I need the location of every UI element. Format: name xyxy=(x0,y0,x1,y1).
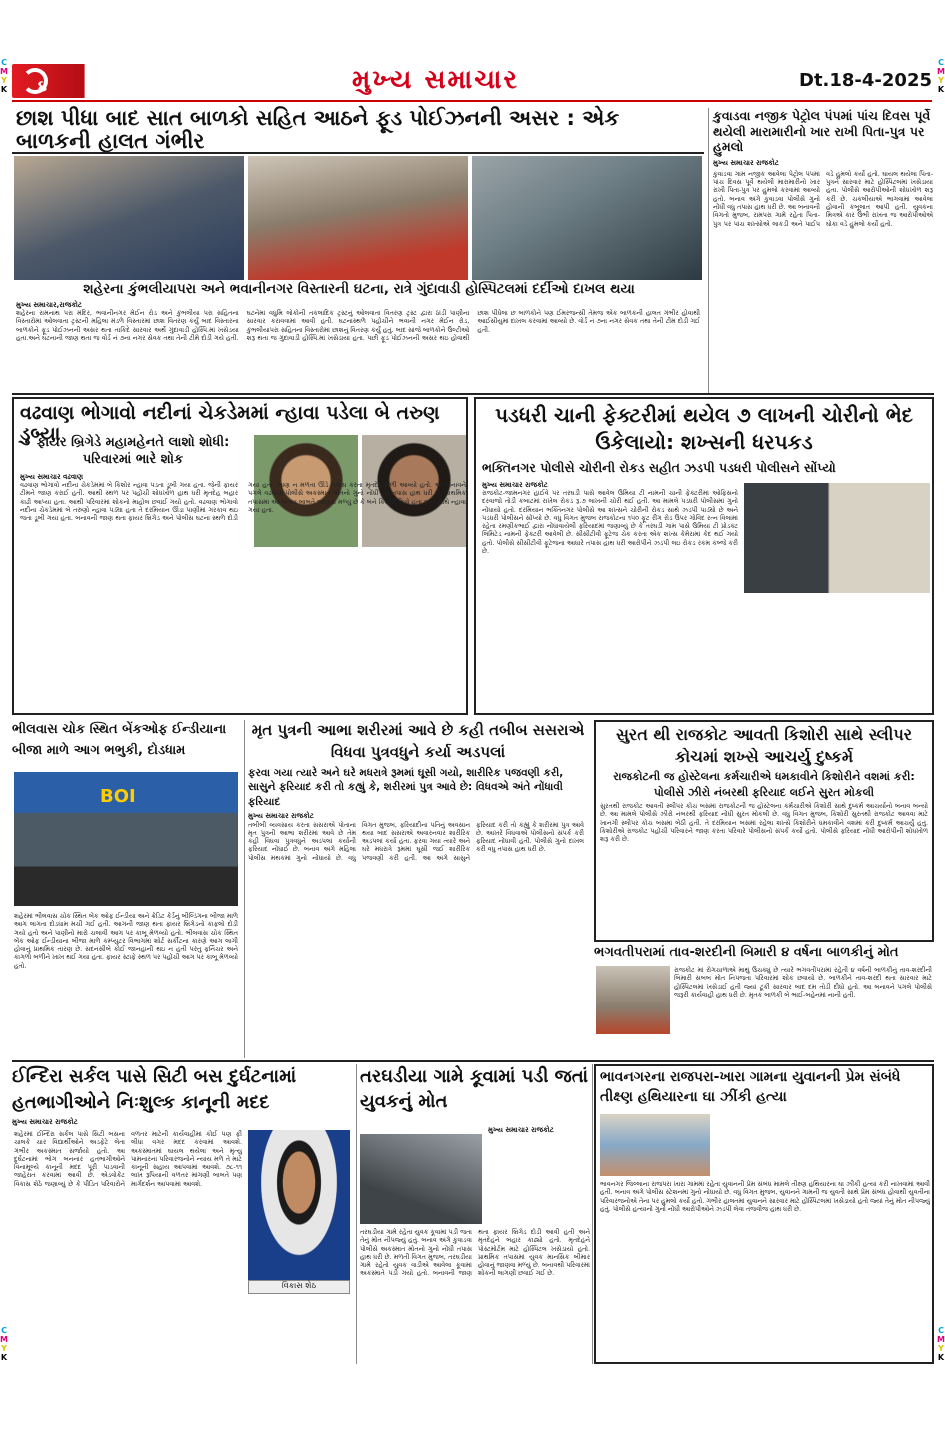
page-number: ૪ xyxy=(38,76,48,95)
headline: વઢવાણ ભોગાવો નદીનાં ચેકડેમમાં ન્હાવા પડેલા બે તરુણ ડુબ્યા xyxy=(20,402,440,445)
headline: મૃત પુત્રની આભા શરીરમાં આવે છે કહી તબીબ સસરાએ વિધવા પુત્રવધુને કર્યા અડપલાં xyxy=(251,721,585,761)
article-body: કુવાડવા ગામ નજીક આવેલા પેટ્રોલ પંપમાં પાંચ દિવસ પૂર્વે થયેલી મારામારીનો ખાર રાખી પિતા-પુત્ર પર હુમલો કરવામાં આવ્યો હતો. બનાવ અંગે કુવાડવા પોલીસે ગુનો નોંધી વધુ તપાસ હાથ ધરી છે. આ બનાવની વિગતો મુજબ, રામપરા ગામે રહેતા પિતા-પુત્ર પર પાંચ શખ્સોએ લાકડી અને પાઈપ વડે હુમલો કર્યો હતો. ઘાયલ થયેલા પિતા-પુત્રને સારવાર માટે હોસ્પિટલમાં ખસેડાયા હતા. પોલીસે આરોપીઓની શોધખોળ શરૂ કરી છે. ચકલીયાએ ભાગવામાં આવેલા હોવાની કબૂલાત આપી હતી. યુવકના મિત્રએ કાર ઉભી રાખતા જ આરોપીઓએ ઘોકા વડે હુમલો કર્યો હતો. xyxy=(713,169,933,228)
byline: મુખ્ય સમાચાર રાજકોટ xyxy=(12,1118,78,1127)
subhead: ફાયર બ્રિગેડે મહામહેનતે લાશો શોધી: પરિવારમાં ભારે શોક xyxy=(36,435,230,467)
headline: ભીલવાસ ચોક સ્થિત બેંકઓફ ઈન્ડીયાના બીજા માળે આગ ભભુકી, દોડધામ xyxy=(12,722,227,758)
byline: મુખ્ય સમાચાર રાજકોટ xyxy=(488,1126,554,1134)
column-rule xyxy=(592,1064,593,1364)
article-food-poisoning xyxy=(12,105,704,393)
photo-advocate xyxy=(248,1130,350,1280)
photo-hospital-patient-2 xyxy=(248,156,468,280)
article-body: તબીબી વ્યવસાય કરતા સસરાએ પોતાના મૃત પુત્રની આભા શરીરમાં આવે છે તેમ કહી વિધવા પુત્રવધુને અડપલાં કર્યાની ફરિયાદ નોંધાઈ છે. બનાવ અંગે મહિલા પોલીસ મથકમાં ગુનો નોંધાયો છે. વધુ વિગત મુજબ, ફરિયાદીના પતિનું અવસાન થયા બાદ સસરાએ અવારનવાર શારીરિક અડપલાં કર્યા હતા. ફરવા ગયા ત્યારે અને ઘરે મધરાત્રે રૂમમાં ઘૂસી જઈ શારીરિક પજવણી કરી હતી. આ અંગે સાસુને ફરિયાદ કરી તો કહ્યું કે શરીરમાં પુત્ર આવે છે. આખરે વિધવાએ પોલીસનો સંપર્ક કરી ફરિયાદ નોંધાવી હતી. પોલીસે ગુનો દાખલ કરી વધુ તપાસ હાથ ધરી છે. xyxy=(248,820,584,862)
article-body: શહેરના રામનાથ પરા મંદિર, ભવાનીનગર મેઈન રોડ અને કુંભલીયા પરા સહિતના વિસ્તારોમાં ઓલવાતા ટ્રસ્ટની મહિલા મંડળે વિસ્તારમાં છાશ વિતરણ કર્યું બાદ વિસ્તારના બાળકોને ફૂડ પોઈઝનની અસર થતા તાકિદે સારવાર અર્થે ગુંદાવાડી હોસ્પિ.માં ખસેડયા હતા.અને ઘટનાની જાણ થતા જ વોર્ડ નં ૭ના નગર સેવક તથા તેની ટીમે દોડી ગયે હતી. ઘટનેમાં વધુમિ લોકોની તકલાદિક ટ્રસ્ટનું ઓલવાતા વિતરણ ટ્રસ્ટ દ્વારા ઠાંડી પાણીના સારવાર કરાવવામાં આવી હતી. ઘટનાસ્થળે પહોંચીને ભવાની નગર મેઈન રોડ, કુંભલીયાપરા સહિતના વિસ્તારોમાં છાશનું વિતરણ કર્યું હતું. બાદ સાંજે બાળકોને ઉલ્ટીઓ શરૂ થતા જ ગુંદાવાડી હોસ્પિ.માં ખસેડાયા હતા. પછી ફૂડ પોઈઝનની અસર થઇ હોવાથી છાશ પીધેલા છ બાળકોને પણ ઈમરજન્સી તેમજ એક બાળકની હાલત ગંભીર હોવાથી આઈસીયુમાં દાખલ કરવામાં આવ્યો છે. વોર્ડ નં ૭ના નગર સેવક તથા તેની ટીમ દોડી ગઈ હતી. xyxy=(16,309,700,342)
headline: છાશ પીધા બાદ સાત બાળકો સહિત આઠને ફૂડ પોઈઝનની અસર : એક બાળકની હાલત ગંભીર xyxy=(12,108,704,154)
headline: ભાવનગરના રાજપરા-ખારા ગામના યુવાનની પ્રેમ સંબંધે તીક્ષ્ણ હથિયારના ઘા ઝીંકી હત્યા xyxy=(600,1069,901,1105)
article-body: સુરતથી રાજકોટ આવતી સ્લીપર કોચ બસમાં રાજકોટની જ હોસ્ટેલના કર્મચારીએ કિશોરી સાથે દુષ્કર્મ આચર્યાનો બનાવ બન્યો છે. આ મામલે પોલીસે ઝીરો નંબરથી ફરિયાદ નોંધી સુરત મોકલી છે. વધુ વિગત મુજબ, કિશોરી સુરતથી રાજકોટ આવવા માટે ખાનગી સ્લીપર કોચ બસમાં બેઠી હતી. તે દરમિયાન બસમાં રહેલા શખ્સે કિશોરીને ધમકાવીને વશમાં કરી દુષ્કર્મ આચર્યું હતું. કિશોરીએ રાજકોટ પહોંચી પરિવારને જાણ કરતા પરિવારે પોલીસનો સંપર્ક કર્યો હતો. પોલીસે ફરિયાદ નોંધી આરોપીની શોધખોળ શરૂ કરી છે. xyxy=(600,801,928,844)
headline: ભગવતીપરામાં તાવ-શરદીની બિમારી ૪ વર્ષના બાળકીનું મોત xyxy=(594,945,899,960)
byline: મુખ્ય સમાચાર રાજકોટ xyxy=(248,811,314,820)
article-child-fever-death xyxy=(594,946,934,1058)
article-bhavnagar-murder xyxy=(594,1064,934,1364)
cmyk-marks-bottom-right: C M Y K xyxy=(937,1326,945,1362)
article-body: રાજકોટ-જામનગર હાઈવે પર તરઘડી પાસે આવેલ ઉમિયા ટી નામની ચાની ફેક્ટરીમાં ઓફિસનો દરવાજો તોડી કબાટમાં રાખેલ રોકડ રૂ.૭ લાખની ચોરી થઈ હતી. આ મામલે પડધરી પોલીસમાં ગુનો નોંધાયો હતો. દરમિયાન ભક્તિનગર પોલીસે આ શખ્સને ચોરીની રોકડ સાથે ઝડપી પાડ્યો છે અને પડધરી પોલીસને સોંપ્યો છે. વધુ વિગત મુજબ રાજકોટના ૧૫૦ ફૂટ રીંગ રોડ ઉપર ગોવિંદ રત્ન વિલામાં રહેતા રમણીકભાઈ દ્વારા નોંધાવાયેલી ફરિયાદમાં જણાવ્યું છે કે તરઘડી ગામ પાસે ઉમિયા ટી પ્રોડક્ટ લિમિટેડ નામની ફેક્ટરી આવેલી છે. સીસીટીવી ફૂટેજ ચેક કરતા એક શખ્સ કેમેરામાં કેદ થઈ ગયો હતો. પોલીસે સીસીટીવી ફૂટેજના આધારે તપાસ હાથ ધરી આરોપીને ઝડપી લઇ રોકડ રકમ કબ્જે કરી છે. xyxy=(482,489,738,556)
byline: મુખ્ય સમાચાર વઢવાણ xyxy=(20,473,84,481)
bank-sign: BOI xyxy=(100,786,136,807)
divider xyxy=(12,393,934,395)
subhead: શહેરના કુંભલીયાપરા અને ભવાનીનગર વિસ્તારની ઘટના, રાત્રે ગુંદાવાડી હોસ્પિટલમાં દર્દીઓ દાખલ થયા xyxy=(83,281,635,297)
article-body: શહેરમાં ઈન્દિરા સર્કલ પાસે સિટી બસના ચાલકે ચાર વિદ્યાર્થીઓને અડફેટે લેતા ગંભીર અકસ્માત સર્જાયો હતો. આ દુર્ઘટનામાં ભોગ બનનાર હતભાગીઓને વિનામૂલ્યે કાનૂની મદદ પૂરી પાડવાની જાહેરાત કરવામાં આવી છે. એડવોકેટ વિકાસ શેઠે જણાવ્યું છે કે પીડિત પરિવારોને વળતર માટેની કાર્યવાહીમાં કોઈ પણ ફી લીધા વગર મદદ કરવામાં આવશે. અકસ્માતમાં ઘાયલ થયેલા અને મૃત્યુ પામનારના પરિવારજનોને ન્યાય મળે તે માટે કાનૂની સહાય આપવામાં આવશે. ૭૮-૧૧ લાખ રૂપિયાની વળતર માંગણી બાબતે પણ માર્ગદર્શન આપવામાં આવશે. xyxy=(14,1130,242,1188)
article-petrol-pump-attack xyxy=(708,108,934,393)
article-city-bus-legal-aid xyxy=(12,1064,352,1364)
cmyk-marks-bottom-left: C M Y K xyxy=(0,1326,8,1362)
newspaper-logo xyxy=(12,64,132,98)
article-body: રાજકોટ માં રોગચાળાએ માથું ઉંચક્યું છે ત્યારે ભગવતીપરામાં રહેતી ૪ વર્ષની બાળકીનું તાવ-શરદીની બિમારી સબબ મોત નિપજતા પરિવારમાં શોક છવાયો છે. બાળકીને તાવ-શરદી થતા સારવાર માટે હોસ્પિટલમાં ખસેડાઈ હતી જ્યાં ટૂંકી સારવાર બાદ દમ તોડી દીધો હતો. આ બનાવને પગલે પોલીસે જરૂરી કાર્યવાહી હાથ ધરી છે. મૃતક બાળકી બે ભાઈ-બહેનમાં નાની હતી. xyxy=(674,966,932,999)
headline: કુવાડવા નજીક પેટ્રોલ પંપમાં પાંચ દિવસ પૂર્વે થયેલી મારામારીનો ખાર રાખી પિતા-પુત્ર પર હુમલો xyxy=(713,108,931,155)
headline: સુરત થી રાજકોટ આવતી કિશોરી સાથે સ્લીપર કોચમાં શખ્સે આચર્યુ દુષ્કર્મ xyxy=(615,725,913,766)
byline: મુખ્ય સમાચાર રાજકોટ xyxy=(482,481,548,489)
headline: પડધરી ચાની ફેક્ટરીમાં થયેલ ૭ લાખની ચોરીનો ભેદ ઉકેલાયો: શખ્સની ધરપકડ xyxy=(495,403,913,454)
photo-hospital-ward xyxy=(472,156,702,280)
article-well-drowning xyxy=(360,1064,590,1364)
subhead: રાજકોટની જ હોસ્ટેલના કર્મચારીએ ધમકાવીને કિશોરીને વશમાં કરી: પોલીસે ઝીરો નંબરથી ફરિયાદ લઈને સુરત મોકલી xyxy=(613,770,915,799)
photo-bank-building xyxy=(14,772,238,906)
photo-accused xyxy=(744,483,930,593)
article-wadhwan-drowning xyxy=(12,397,468,715)
divider xyxy=(12,1060,934,1062)
article-body: શહેરમાં ભીલવાસ ચોક સ્થિત બેંક ઓફ ઈન્ડીયા અને ક્રેડિટ કેર્ડનું બીલ્ડિંગના બીજા માળે આગ લાગતા દોડધામ મચી ગઈ હતી. આગની જાણ થતા ફાયર બ્રિગેડનો કાફલો દોડી ગયો હતો અને પાણીનો મારો ચલાવી આગ પર કાબૂ મેળવ્યો હતો. ભીલવાસ ચોક સ્થિત બેંક ઓફ ઈન્ડીયાના બીજા માળે કમ્પ્યુટર વિભાગમાં શોર્ટ સર્કીટના કારણે આગ લાગી હોવાનું પ્રાથમિક તારણ છે. સદનસીબે કોઈ જાનહાની થઇ ન હતી પરંતુ ફર્નિચર અને કાગળો બળીને ખાખ થઈ ગયા હતા. ફાયર સ્ટાફે સ્થળ પર પહોંચી આગ પર કાબૂ મેળવ્યો હતો. xyxy=(14,912,238,970)
cmyk-marks-top-left: C M Y K xyxy=(0,58,8,94)
byline: મુખ્ય સમાચાર રાજકોટ xyxy=(713,158,779,167)
article-bank-fire xyxy=(12,720,240,1058)
photo-victim xyxy=(600,1114,710,1176)
masthead xyxy=(12,62,932,102)
column-rule xyxy=(356,1064,357,1364)
headline: ઈન્દિરા સર્કલ પાસે સિટી બસ દુર્ઘટનામાં હતભાગીઓને નિઃશુલ્ક કાનૂની મદદ xyxy=(12,1066,297,1114)
photo-hospital-patient-1 xyxy=(14,156,244,280)
photo-hand xyxy=(360,1134,482,1224)
subhead: ભક્તિનગર પોલીસે ચોરીની રોકડ સહીત ઝડપી પડધરી પોલીસને સોંપ્યો xyxy=(482,460,836,475)
article-body: વઢવાણ ભોગાવો નદીના ચેકડેમમાં બે કિશોર ન્હાવા પડતા ડૂબી ગયા હતા. જેની ફાયર ટીમને જાણ કરાઈ હતી. આથી સ્થળ પર પહોંચી શોધખોળ હાથ ધરી મૃતદેહ બહાર કાઢી આપ્યા હતા. આથી પરિવારમાં શોકનો માહોલ છવાઈ ગયો હતો. વઢવાણ ભોગાવો નદીના ચેકડેમમાં બે તરુણો ન્હાવા પડ્યા હતા તે દરમિયાન ઊંડા પાણીમાં ગરકાવ થઇ જતા ડૂબી ગયા હતા. બનાવની જાણ થતા ફાયર બ્રિગેડ અને પોલીસ ઘટના સ્થળે દોડી ગયા હતા. ભાણ ન મળતા ઊંડે તપાસ કરતા મૃતદેહ મળી આવ્યો હતો. આ બનાવને પગલે વઢવાણ પોલીસે અકસ્માત મોતનો ગુનો નોંધી વધુ તપાસ હાથ ધરી છે. પ્રાથમિક તપાસમાં આ બનાવ બાબતે જાણવા મળ્યું છે કે બંને કિશોરો મિત્રો હતા અને સાથે ન્હાવા ગયા હતા. xyxy=(20,481,466,523)
article-body: ભાવનગર જિલ્લાના રાજપરા ખારા ગામમાં રહેતા યુવાનની પ્રેમ સંબંધ મામલે તીક્ષ્ણ હથિયારના ઘા ઝીંકી હત્યા કરી નાખવામાં આવી હતી. બનાવ અંગે પોલીસ સ્ટેશનમાં ગુનો નોંધાયો છે. વધુ વિગત મુજબ, યુવાનને ગામની જ યુવતી સાથે પ્રેમ સંબંધ હોવાથી યુવતીના પરિવારજનોએ તેના પર હુમલો કર્યો હતો. ગંભીર હાલતમાં યુવાનને સારવાર માટે હોસ્પિટલમાં ખસેડાયો હતો જ્યાં તેનું મોત નીપજ્યું હતું. પોલીસે હત્યાનો ગુનો નોંધી આરોપીઓને ઝડપી લેવા તજવીજ હાથ ધરી છે. xyxy=(600,1180,930,1213)
article-father-in-law-abuse xyxy=(248,720,588,1058)
issue-date: Dt.18-4-2025 xyxy=(799,70,932,91)
photo-hospital-building xyxy=(596,966,670,1034)
article-sleeper-coach-assault xyxy=(594,720,934,942)
article-paddhari-theft xyxy=(474,397,934,715)
article-body: તરઘડીયા ગામે રહેતા યુવક કૂવામાં પડી જતા તેનું મોત નીપજ્યું હતું. બનાવ અંગે કુવાડવા પોલીસે અકસ્માત મોતનો ગુનો નોંધી તપાસ હાથ ધરી છે. મળતી વિગત મુજબ, તરઘડીયા ગામે રહેતો યુવક વાડીએ આવેલા કૂવામાં અકસ્માતે પડી ગયો હતો. બનાવની જાણ થતા ફાયર બ્રિગેડ દોડી આવી હતી અને મૃતદેહને બહાર કાઢ્યો હતો. મૃતદેહને પોસ્ટમોર્ટમ માટે હોસ્પિટલ ખસેડાયો હતો. પ્રાથમિક તપાસમાં યુવક માનસિક બીમાર હોવાનું જાણવા મળ્યું છે. બનાવથી પરિવારમાં શોકની લાગણી છવાઈ ગઈ છે. xyxy=(360,1228,590,1278)
section-title: મુખ્ય સમાચાર xyxy=(352,65,519,95)
headline: તરઘડીયા ગામે કૂવામાં પડી જતાં યુવકનું મોત xyxy=(360,1066,589,1113)
column-rule xyxy=(244,720,245,1058)
photo-caption: વિકાસ શેઠ xyxy=(248,1280,350,1294)
subhead: ફરવા ગયા ત્યારે અને ઘરે મધરાત્રે રૂમમાં ઘૂસી ગયો, શારીરિક પજવણી કરી, સાસુને ફરિયાદ કરી તો કહ્યું કે, શરીરમાં પુત્ર આવે છે: વિધવએ અંતે નોંધાવી ફરિયાદ xyxy=(248,766,564,808)
cmyk-marks-top-right: C M Y K xyxy=(937,58,945,94)
byline: મુખ્ય સમાચાર,રાજકોટ xyxy=(16,301,83,309)
